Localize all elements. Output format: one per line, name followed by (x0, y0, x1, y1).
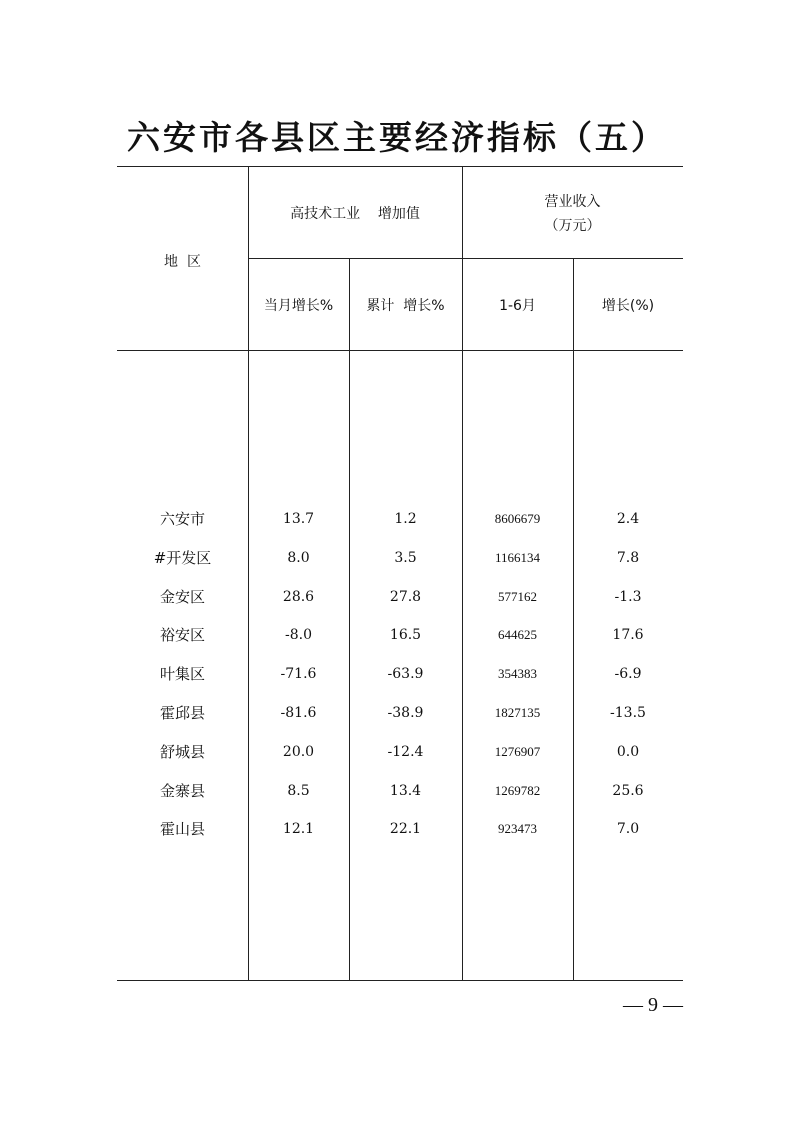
table-row (0, 698, 794, 728)
table-row (0, 582, 794, 612)
cell-month: -71.6 (280, 666, 317, 683)
cell-growth: -6.9 (614, 666, 642, 683)
header-revenue-unit: （万元） (544, 218, 601, 234)
cell-growth: 2.4 (616, 511, 640, 527)
cell-month: 28.6 (282, 588, 315, 605)
cell-region: 金寨县 (159, 781, 205, 800)
cell-growth: 7.8 (616, 549, 640, 566)
cell-region: 金安区 (159, 587, 205, 606)
cell-month: 8.5 (287, 782, 310, 799)
cell-revenue: 1166134 (494, 549, 541, 565)
cell-revenue: 644625 (498, 627, 537, 643)
cell-revenue: 577162 (498, 588, 537, 604)
header-bottom-rule (117, 350, 683, 351)
cell-growth: 17.6 (612, 627, 644, 644)
header-cum-growth: 累计 增长% (366, 298, 445, 314)
table-row (0, 737, 794, 767)
table-row (0, 659, 794, 689)
cell-month: -8.0 (285, 627, 312, 644)
table-row (0, 504, 794, 534)
header-revenue-group (462, 190, 683, 238)
cell-revenue: 354383 (498, 666, 537, 682)
cell-cum: -63.9 (387, 666, 424, 683)
cell-cum: 16.5 (389, 627, 422, 644)
cell-cum: 27.8 (389, 588, 422, 605)
cell-cum: 1.2 (394, 511, 417, 527)
col-divider-1 (248, 166, 249, 981)
page-title: 六安市各县区主要经济指标（五） (127, 118, 667, 157)
header-revenue-period: 1-6月 (499, 298, 536, 314)
cell-month: -81.6 (280, 705, 317, 721)
header-month-growth: 当月增长% (263, 298, 334, 314)
cell-region: 霍邱县 (159, 704, 205, 722)
cell-month: 20.0 (282, 743, 315, 760)
cell-month: 8.0 (287, 549, 310, 566)
header-region: 地 区 (164, 254, 201, 270)
cell-month: 13.7 (282, 511, 315, 527)
table-row (0, 814, 794, 844)
cell-region: 舒城县 (159, 742, 205, 761)
cell-region: #开发区 (153, 548, 212, 567)
cell-growth: -1.3 (614, 588, 642, 605)
cell-revenue: 1276907 (494, 743, 541, 759)
cell-revenue: 8606679 (494, 511, 541, 526)
table-row (0, 543, 794, 573)
table-bottom-rule (117, 980, 683, 981)
cell-cum: 22.1 (389, 821, 422, 838)
cell-revenue: 1827135 (494, 705, 541, 720)
cell-region: 裕安区 (159, 626, 205, 645)
cell-cum: 13.4 (389, 782, 422, 799)
cell-cum: 3.5 (394, 549, 417, 566)
header-high-tech-group: 高技术工业 增加值 (290, 206, 420, 222)
cell-growth: -13.5 (610, 705, 646, 721)
cell-growth: 25.6 (612, 782, 644, 799)
cell-region: 六安市 (159, 510, 205, 528)
cell-growth: 0.0 (616, 743, 640, 760)
cell-region: 叶集区 (159, 665, 205, 684)
table-top-rule (117, 166, 683, 167)
cell-month: 12.1 (282, 821, 315, 838)
cell-cum: -38.9 (387, 705, 424, 721)
table-row (0, 776, 794, 806)
cell-cum: -12.4 (387, 743, 424, 760)
col-divider-3 (462, 166, 463, 981)
table-row (0, 620, 794, 650)
cell-region: 霍山县 (159, 820, 205, 839)
cell-revenue: 923473 (498, 821, 537, 837)
header-revenue-label: 营业收入 (544, 194, 601, 210)
header-mid-rule (248, 258, 683, 259)
cell-growth: 7.0 (616, 821, 640, 838)
page-number: — 9 — (623, 994, 683, 1016)
header-revenue-growth: 增长(%) (601, 298, 655, 314)
cell-revenue: 1269782 (494, 782, 541, 798)
